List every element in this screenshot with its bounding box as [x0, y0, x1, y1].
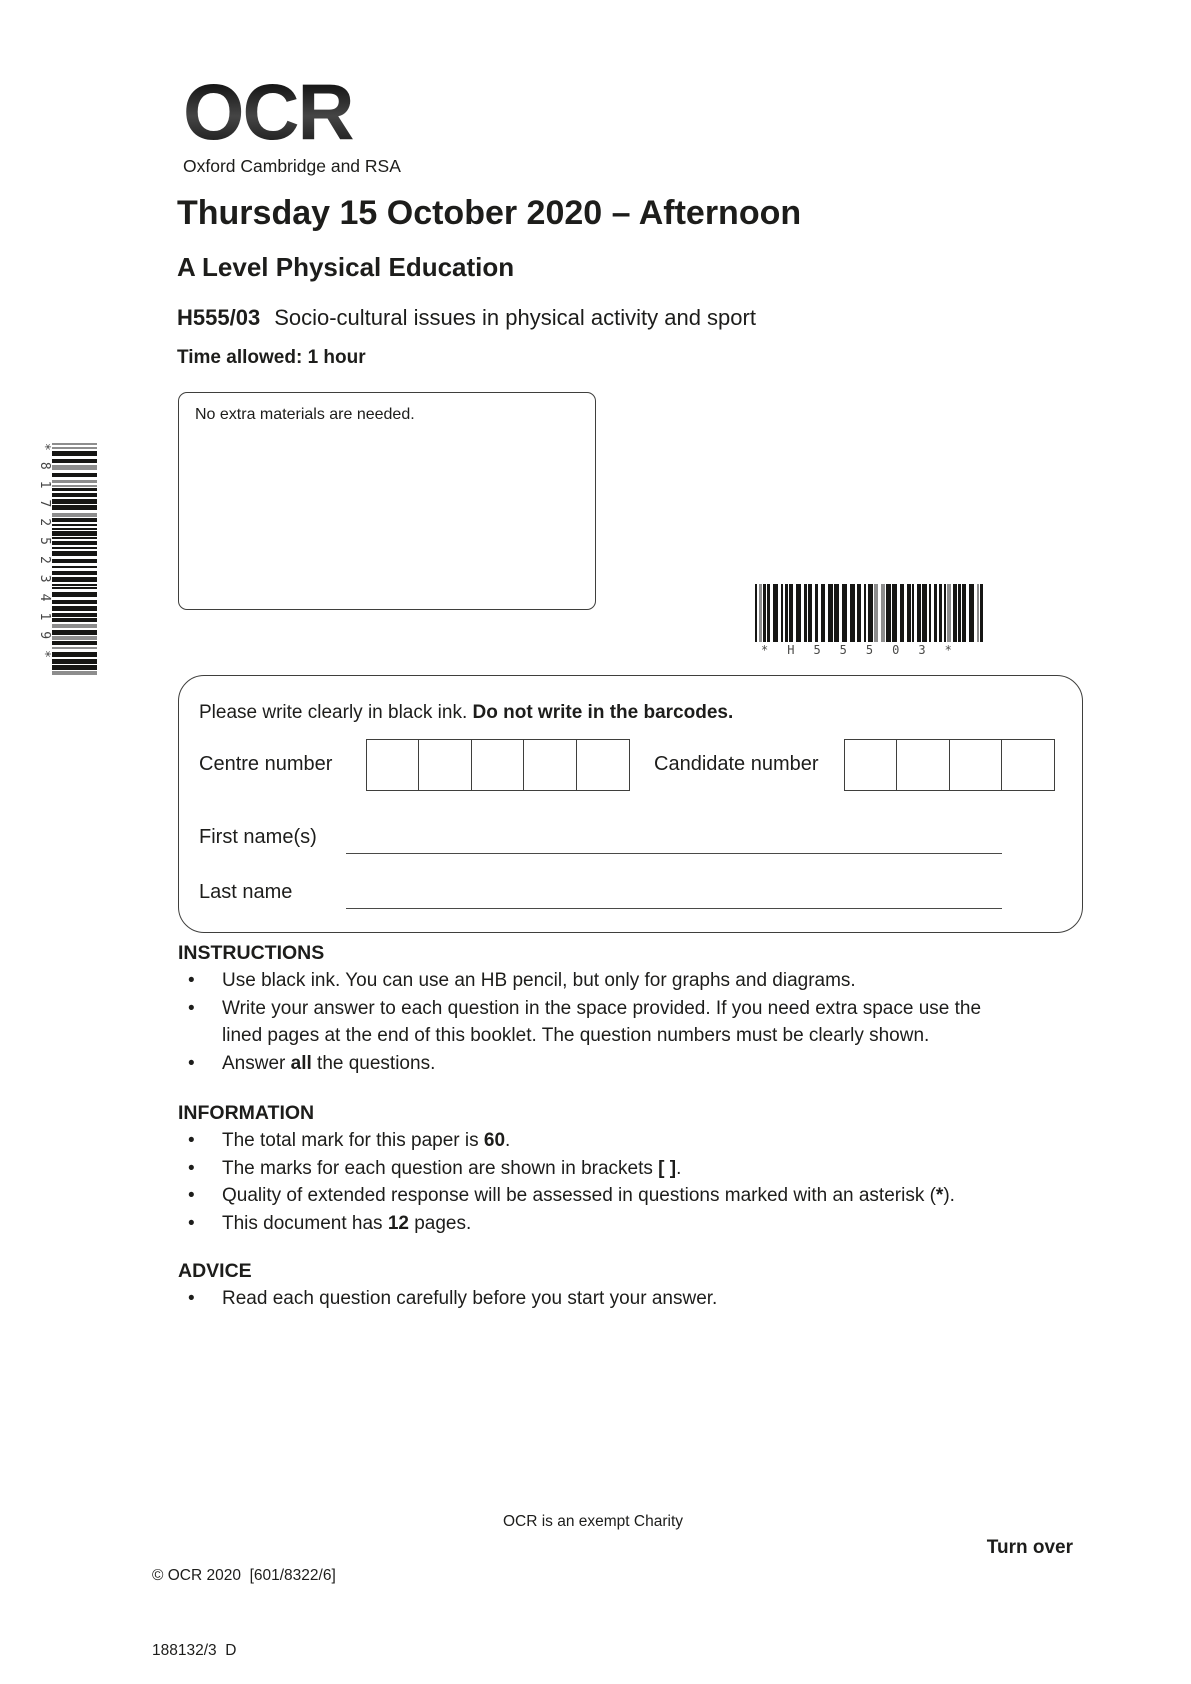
footer-copyright: © OCR 2020 [601/8322/6]	[152, 1567, 336, 1584]
right-barcode	[755, 584, 983, 657]
ocr-logo	[183, 67, 401, 177]
information-bullet-3: • Quality of extended response will be assessed in questions marked with an asterisk (*).	[178, 1182, 1016, 1210]
last-name-input-line[interactable]	[346, 908, 1002, 909]
left-barcode-bars	[52, 443, 97, 677]
paper-title: Socio-cultural issues in physical activity and sport	[274, 305, 756, 330]
instructions-bullet-2: • Write your answer to each question in the space provided. If you need extra space use the lined pages at the end of this booklet. The question numbers must be clearly shown.	[178, 995, 1016, 1050]
candidate-number-cells	[844, 739, 1055, 791]
information-heading: INFORMATION	[178, 1102, 315, 1124]
information-section	[178, 1100, 1016, 1237]
centre-number-cell[interactable]	[366, 739, 420, 791]
right-barcode-text: *H55503*	[761, 643, 971, 657]
ink-notice-bold: Do not write in the barcodes.	[472, 702, 734, 723]
instructions-heading: INSTRUCTIONS	[178, 942, 325, 964]
ocr-logo-text: OCR	[183, 70, 401, 154]
materials-text: No extra materials are needed.	[195, 406, 415, 423]
advice-bullet-1: • Read each question carefully before you start your answer.	[178, 1285, 1016, 1313]
instructions-bullet-3: • Answer all the questions.	[178, 1050, 1016, 1078]
information-bullet-1: • The total mark for this paper is 60.	[178, 1127, 1016, 1155]
first-name-label: First name(s)	[199, 826, 317, 848]
centre-number-cell[interactable]	[418, 739, 472, 791]
time-allowed: Time allowed: 1 hour	[177, 347, 366, 368]
candidate-details-box	[178, 675, 1083, 933]
candidate-number-cell[interactable]	[844, 739, 898, 791]
centre-number-cell[interactable]	[471, 739, 525, 791]
qualification-title: A Level Physical Education	[177, 252, 515, 282]
instructions-section	[178, 940, 1016, 1077]
first-name-input-line[interactable]	[346, 853, 1002, 854]
footer-print-code: 188132/3 D	[152, 1642, 237, 1659]
candidate-number-cell[interactable]	[1001, 739, 1055, 791]
paper-code-line	[177, 305, 756, 331]
candidate-number-cell[interactable]	[949, 739, 1003, 791]
centre-number-label: Centre number	[199, 753, 333, 775]
footer-imprint	[152, 1513, 336, 1684]
advice-list	[178, 1285, 1016, 1313]
ocr-logo-tagline: Oxford Cambridge and RSA	[183, 156, 401, 176]
left-barcode-text: *8172523419*	[37, 443, 52, 669]
information-bullet-4: • This document has 12 pages.	[178, 1210, 1016, 1238]
paper-code: H555/03	[177, 305, 261, 330]
footer-charity: OCR is an exempt Charity	[502, 1513, 684, 1530]
candidate-number-label: Candidate number	[654, 753, 819, 775]
centre-number-cell[interactable]	[523, 739, 577, 791]
ink-notice-regular: Please write clearly in black ink.	[199, 702, 473, 723]
materials-box	[178, 392, 596, 610]
ink-notice	[199, 702, 733, 724]
centre-number-cells	[366, 739, 630, 791]
instructions-bullet-1: • Use black ink. You can use an HB pencil, but only for graphs and diagrams.	[178, 967, 1016, 995]
advice-section	[178, 1258, 1016, 1313]
advice-heading: ADVICE	[178, 1260, 252, 1282]
last-name-label: Last name	[199, 881, 293, 903]
exam-date-title: Thursday 15 October 2020 – Afternoon	[177, 194, 802, 232]
turn-over-label: Turn over	[986, 1537, 1073, 1558]
candidate-number-cell[interactable]	[896, 739, 950, 791]
right-barcode-bars	[755, 584, 983, 642]
centre-number-cell[interactable]	[576, 739, 630, 791]
instructions-list	[178, 967, 1016, 1077]
information-bullet-2: • The marks for each question are shown in brackets [ ].	[178, 1155, 1016, 1183]
left-barcode	[36, 443, 98, 677]
information-list	[178, 1127, 1016, 1237]
